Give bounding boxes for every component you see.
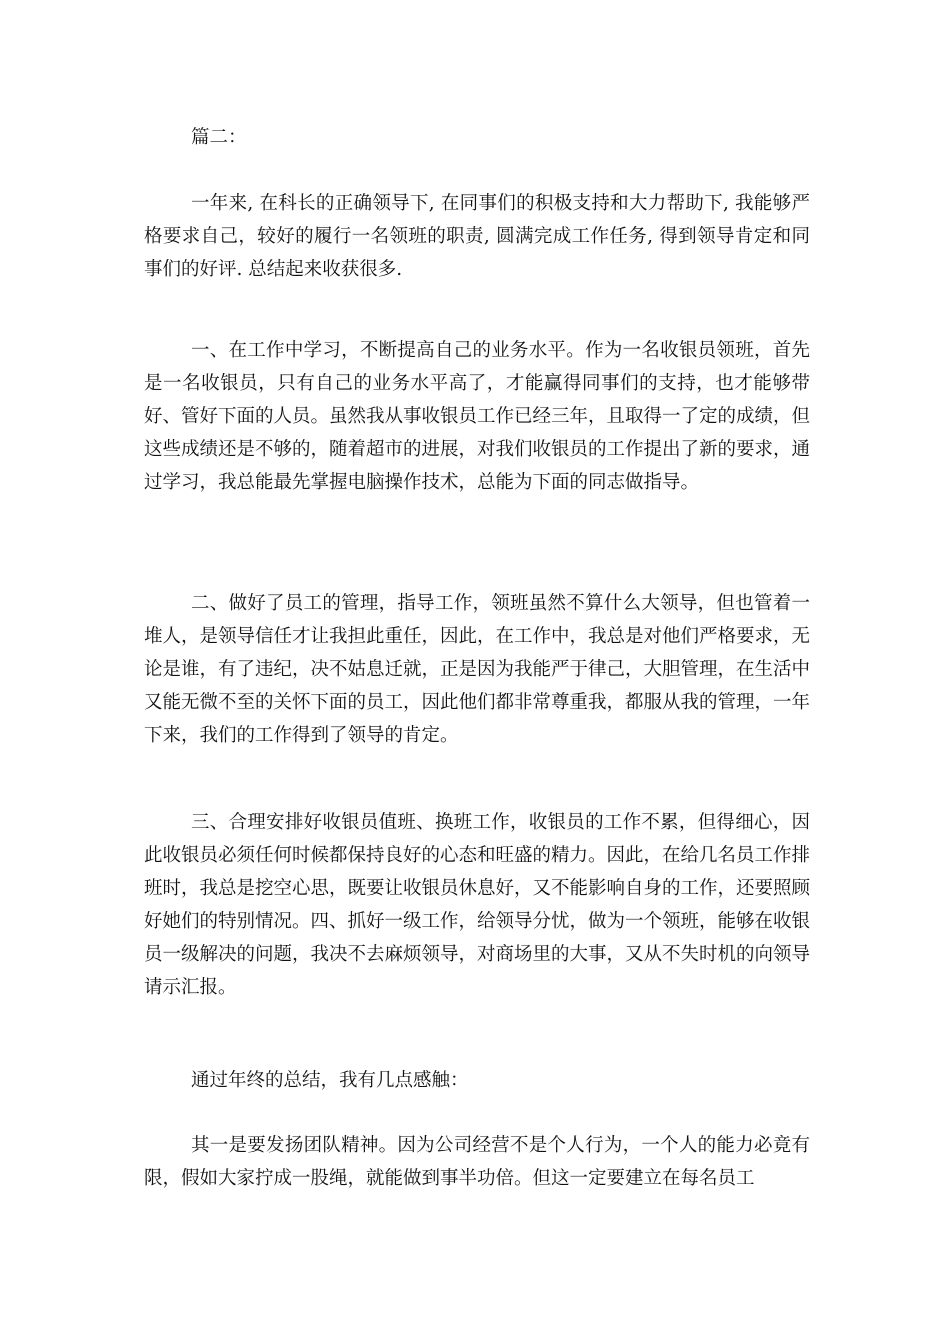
intro-paragraph: 一年来, 在科长的正确领导下, 在同事们的积极支持和大力帮助下, 我能够严格要求自己，较好的履行一名领班的职责, 圆满完成工作任务, 得到领导肯定和同事们的好评. 总结起来收获很多. [144, 193, 810, 280]
point-three-paragraph: 三、合理安排好收银员值班、换班工作，收银员的工作不累，但得细心，因此收银员必须任何时候都保持良好的心态和旺盛的精力。因此，在给几名员工作排班时，我总是挖空心思，既要让收银员休息好，又不能影响自身的工作，还要照顾好她们的特别情况。四、抓好一级工作，给领导分忧，做为一个领班，能够在收银员一级解决的问题，我决不去麻烦领导，对商场里的大事，又从不失时机的向领导请示汇报。 [144, 812, 811, 998]
point-one-paragraph: 一、在工作中学习，不断提高自己的业务水平。作为一名收银员领班，首先是一名收银员，只有自己的业务水平高了，才能赢得同事们的支持，也才能够带好、管好下面的人员。虽然我从事收银员工作已经三年，且取得一了定的成绩，但这些成绩还是不够的，随着超市的进展，对我们收银员的工作提出了新的要求，通过学习，我总能最先掌握电脑操作技术，总能为下面的同志做指导。 [144, 340, 811, 493]
reflection-one-paragraph: 其一是要发扬团队精神。因为公司经营不是个人行为，一个人的能力必竟有限，假如大家拧成一股绳，就能做到事半功倍。但这一定要建立在每名员工 [144, 1135, 810, 1189]
point-two-paragraph: 二、做好了员工的管理，指导工作，领班虽然不算什么大领导，但也管着一堆人，是领导信任才让我担此重任，因此，在工作中，我总是对他们严格要求，无论是谁，有了违纪，决不姑息迁就，正是因为我能严于律己，大胆管理，在生活中又能无微不至的关怀下面的员工，因此他们都非常尊重我，都服从我的管理，一年下来，我们的工作得到了领导的肯定。 [144, 593, 811, 746]
section-heading: 篇二： [191, 127, 247, 148]
reflection-intro-paragraph: 通过年终的总结，我有几点感触： [191, 1070, 469, 1091]
